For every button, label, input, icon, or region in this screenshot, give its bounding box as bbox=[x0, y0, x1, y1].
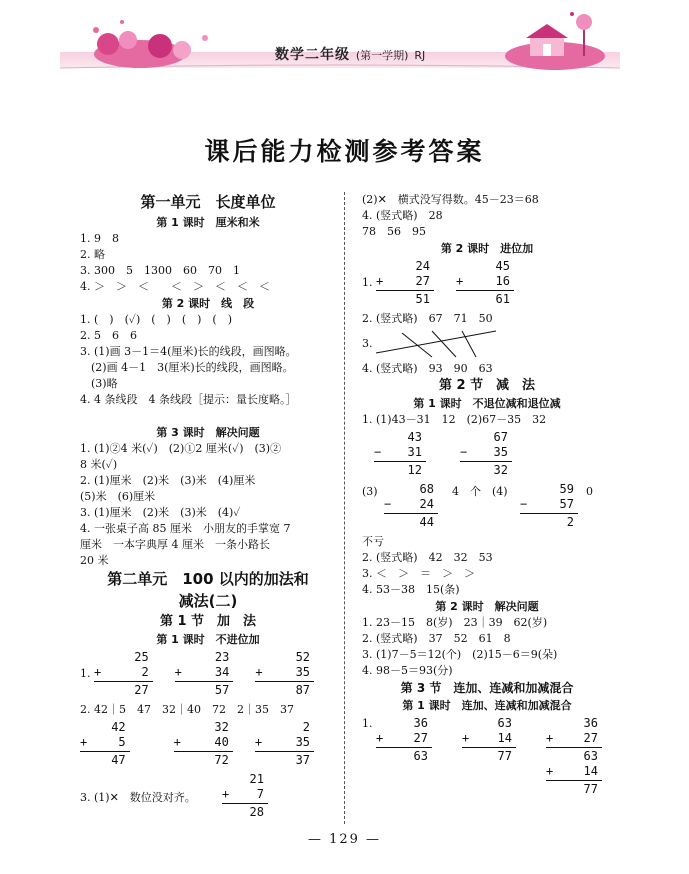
unit-2-heading-cont: 减法(二) bbox=[178, 592, 238, 610]
answer-line: 4. 53－38 15(条) bbox=[362, 583, 460, 596]
vertical-calc bbox=[94, 650, 153, 698]
calc-bar bbox=[374, 461, 426, 462]
answer-line: 20 米 bbox=[80, 554, 109, 567]
calc-row-1 bbox=[80, 650, 336, 698]
answer-line: 1. (1)43－31 12 (2)67－35 32 bbox=[362, 413, 547, 426]
line-segments-figure bbox=[372, 327, 502, 361]
answer-line: 厘米 一本字典厚 4 厘米 一条小路长 bbox=[80, 538, 270, 551]
calc-operator: + bbox=[376, 731, 384, 745]
calc-operand-row bbox=[456, 274, 514, 289]
lesson-heading: 第 3 课时 解决问题 bbox=[156, 426, 260, 439]
calc-bar bbox=[384, 513, 438, 514]
calc-operand: 35 bbox=[493, 445, 508, 459]
calc-bar bbox=[460, 461, 512, 462]
vertical-calc bbox=[456, 259, 514, 307]
calc-operator: + bbox=[376, 274, 384, 288]
calc-bar bbox=[376, 747, 432, 748]
calc-operand: 14 bbox=[497, 731, 512, 745]
answer-line: 8 米(✓) bbox=[80, 458, 118, 471]
answer-line: 1. ( ) (✓) ( ) ( ) ( ) bbox=[80, 313, 233, 326]
answer-line: (2)画 4－1 3(厘米)长的线段，画图略。 bbox=[80, 361, 294, 374]
calc-operand-row bbox=[175, 665, 234, 680]
calc-operand: 45 bbox=[495, 259, 510, 273]
left-column bbox=[80, 192, 336, 824]
calc-operand: 7 bbox=[256, 787, 264, 801]
calc-operand: 2 bbox=[302, 720, 311, 734]
section-heading: 第 3 节 连加、连减和加减混合 bbox=[400, 681, 574, 695]
spacer bbox=[80, 408, 336, 424]
answer-line: 4. 一张桌子高 85 厘米 小朋友的手掌宽 7 bbox=[80, 522, 291, 535]
calc-operator: + bbox=[546, 764, 554, 778]
answer-line: 3. (1)✕ 数位没对齐。 bbox=[80, 791, 196, 804]
calc-result: 77 bbox=[583, 782, 598, 796]
book-edition: RJ bbox=[414, 49, 426, 62]
calc-operand: 36 bbox=[583, 716, 598, 730]
vertical-calc bbox=[80, 720, 130, 768]
calc-result: 12 bbox=[407, 463, 422, 477]
answer-line: 2. 略 bbox=[80, 248, 105, 261]
answer-line: 4. 4 条线段 4 条线段［提示：量长度略。］ bbox=[80, 393, 297, 406]
answer-line: 3. 300 5 1300 60 70 1 bbox=[80, 264, 240, 277]
lesson-heading: 第 1 课时 不进位加 bbox=[156, 633, 260, 646]
lesson-heading: 第 2 课时 解决问题 bbox=[435, 600, 539, 613]
vertical-calc bbox=[460, 430, 512, 478]
answer-line: 1. 23－15 8(岁) 23｜39 62(岁) bbox=[362, 616, 548, 629]
answer-line: (2)✕ 横式没写得数。45－23＝68 bbox=[362, 193, 539, 206]
calc-row-3 bbox=[80, 772, 336, 820]
answer-line: 78 56 95 bbox=[362, 225, 426, 238]
calc-operator: + bbox=[173, 735, 181, 749]
calc-bar bbox=[222, 803, 268, 804]
lesson-heading: 第 2 课时 线 段 bbox=[161, 297, 255, 310]
calc-operand-row bbox=[460, 445, 512, 460]
answer-line: 2. (竖式略) 42 32 53 bbox=[362, 551, 493, 564]
calc-operand-row bbox=[80, 735, 130, 750]
calc-operand-row bbox=[255, 735, 314, 750]
calc-bar bbox=[94, 681, 153, 682]
calc-operator: + bbox=[546, 731, 554, 745]
calc-operand: 63 bbox=[497, 716, 512, 730]
calc-operator: − bbox=[520, 497, 528, 511]
vertical-calc bbox=[174, 720, 233, 768]
answer-line: 3. ＜ ＞ ＝ ＞ ＞ bbox=[362, 567, 475, 580]
calc-operand: 68 bbox=[419, 482, 434, 496]
calc-operand-row bbox=[384, 497, 438, 512]
calc-result: 28 bbox=[249, 805, 264, 819]
calc-operand: 27 bbox=[415, 274, 430, 288]
calc-result: 61 bbox=[495, 292, 510, 306]
calc-operator: + bbox=[456, 274, 464, 288]
calc-result: 37 bbox=[295, 753, 311, 767]
calc-operator: + bbox=[94, 665, 102, 679]
calc-result: 87 bbox=[295, 683, 311, 697]
answer-line: 4. ＞ ＞ ＜ ＜ ＞ ＜ ＜ ＜ bbox=[80, 280, 270, 293]
calc-operand-row bbox=[222, 787, 268, 802]
calc-operand: 27 bbox=[583, 731, 598, 745]
question-label: 1. bbox=[362, 276, 373, 289]
calc-operand: 2 bbox=[141, 665, 149, 679]
vertical-calc-chain bbox=[546, 716, 602, 797]
calc-operand: 52 bbox=[295, 650, 311, 664]
calc-operand-row bbox=[174, 735, 233, 750]
calc-bar bbox=[255, 681, 314, 682]
calc-bar bbox=[80, 751, 130, 752]
answer-text: 0 bbox=[586, 485, 593, 498]
section-heading: 第 2 节 减 法 bbox=[438, 378, 536, 393]
page-title: 课后能力检测参考答案 bbox=[204, 137, 485, 166]
answer-line: (5)米 (6)厘米 bbox=[80, 490, 156, 503]
answer-line: 2. 42｜5 47 32｜40 72 2｜35 37 bbox=[80, 703, 294, 716]
calc-operand-row bbox=[376, 274, 434, 289]
answer-line: 2. (竖式略) 37 52 61 8 bbox=[362, 632, 511, 645]
calc-result: 2 bbox=[566, 515, 574, 529]
vertical-calc bbox=[175, 650, 234, 698]
vertical-calc bbox=[374, 430, 426, 478]
calc-operator: + bbox=[254, 735, 263, 749]
calc-operand: 57 bbox=[559, 497, 574, 511]
answer-line: 4. (竖式略) 28 bbox=[362, 209, 443, 222]
vertical-calc bbox=[222, 772, 268, 820]
calc-result: 77 bbox=[497, 749, 512, 763]
answer-line: 2. (1)厘米 (2)米 (3)米 (4)厘米 bbox=[80, 474, 256, 487]
calc-operand: 35 bbox=[295, 665, 311, 679]
calc-bar bbox=[456, 290, 514, 291]
calc-operand: 5 bbox=[118, 735, 126, 749]
calc-result: 51 bbox=[415, 292, 430, 306]
calc-operand: 32 bbox=[214, 720, 229, 734]
answer-line: 不亏 bbox=[362, 535, 384, 548]
calc-bar bbox=[174, 751, 233, 752]
column-divider bbox=[344, 192, 345, 824]
lesson-heading: 第 1 课时 厘米和米 bbox=[156, 216, 260, 229]
answer-line: 3. (1)厘米 (2)米 (3)米 (4)✓ bbox=[80, 506, 241, 519]
unit-2-heading: 第二单元 100 以内的加法和 bbox=[107, 570, 309, 588]
calc-operator: − bbox=[374, 445, 382, 459]
vertical-calc bbox=[376, 716, 432, 764]
vertical-calc bbox=[520, 482, 578, 530]
vertical-calc bbox=[462, 716, 516, 764]
calc-result: 63 bbox=[583, 749, 598, 763]
line-figure-row bbox=[362, 327, 612, 361]
header-decoration bbox=[0, 0, 689, 86]
book-term: (第一学期) bbox=[355, 49, 409, 62]
answer-text: 4 个 (4) bbox=[452, 485, 508, 498]
section-heading: 第 1 节 加 法 bbox=[159, 614, 257, 629]
calc-operand: 24 bbox=[415, 259, 430, 273]
calc-operator: + bbox=[174, 665, 182, 679]
answer-line: 2. 5 6 6 bbox=[80, 329, 137, 342]
page-number: — 129 — bbox=[307, 832, 382, 847]
calc-operand: 27 bbox=[413, 731, 428, 745]
calc-operand: 67 bbox=[493, 430, 508, 444]
answer-line: (3)略 bbox=[80, 377, 118, 390]
vertical-calc bbox=[255, 650, 314, 698]
lesson-heading: 第 1 课时 连加、连减和加减混合 bbox=[402, 699, 572, 712]
calc-operator: + bbox=[80, 735, 88, 749]
question-label: (3) bbox=[362, 485, 378, 498]
right-house-icon bbox=[505, 12, 605, 70]
calc-row-last bbox=[362, 716, 612, 797]
unit-1-heading: 第一单元 长度单位 bbox=[140, 193, 276, 211]
calc-result: 32 bbox=[493, 463, 508, 477]
calc-bar bbox=[376, 290, 434, 291]
calc-operator: − bbox=[384, 497, 392, 511]
vertical-calc bbox=[376, 259, 434, 307]
calc-operand: 40 bbox=[214, 735, 229, 749]
answer-line: 3. (1)7－5＝12(个) (2)15－6＝9(朵) bbox=[362, 648, 558, 661]
calc-operand-row bbox=[94, 665, 153, 680]
calc-bar bbox=[546, 747, 602, 748]
answer-line: 3. (1)画 3－1＝4(厘米)长的线段，画图略。 bbox=[80, 345, 297, 358]
calc-operator: + bbox=[462, 731, 470, 745]
calc-bar bbox=[255, 751, 314, 752]
lesson-heading: 第 1 课时 不退位减和退位减 bbox=[413, 397, 561, 410]
calc-operand-row bbox=[546, 764, 602, 779]
calc-operand: 14 bbox=[583, 764, 598, 778]
calc-bar bbox=[462, 747, 516, 748]
calc-row-r1 bbox=[362, 259, 612, 307]
calc-result: 72 bbox=[214, 753, 229, 767]
answer-line: 4. 98－5＝93(分) bbox=[362, 664, 453, 677]
calc-operand: 34 bbox=[214, 665, 230, 679]
calc-operand-row bbox=[255, 665, 314, 680]
calc-operand: 24 bbox=[419, 497, 434, 511]
calc-bar bbox=[520, 513, 578, 514]
calc-operand-row bbox=[520, 497, 578, 512]
calc-operand: 36 bbox=[413, 716, 428, 730]
answer-line: 1. (1)②4 米(✓) (2)①2 厘米(✓) (3)② bbox=[80, 442, 282, 455]
calc-row-sub1 bbox=[374, 430, 612, 478]
calc-operand-row bbox=[546, 731, 602, 746]
calc-result: 44 bbox=[419, 515, 434, 529]
calc-operator: + bbox=[222, 787, 230, 801]
calc-operator: + bbox=[255, 665, 263, 679]
right-column bbox=[362, 192, 612, 801]
calc-operand: 43 bbox=[407, 430, 422, 444]
calc-operand-row bbox=[462, 731, 516, 746]
calc-operand: 16 bbox=[495, 274, 510, 288]
calc-operator: − bbox=[460, 445, 468, 459]
answer-line: 1. 9 8 bbox=[80, 232, 119, 245]
calc-result: 47 bbox=[111, 753, 126, 767]
calc-result: 63 bbox=[413, 749, 428, 763]
header-title bbox=[275, 44, 425, 64]
answer-line: 4. (竖式略) 93 90 63 bbox=[362, 362, 493, 375]
calc-operand: 23 bbox=[214, 650, 230, 664]
calc-operand-row bbox=[374, 445, 426, 460]
question-label: 1. bbox=[362, 717, 373, 730]
answer-line: 2. (竖式略) 67 71 50 bbox=[362, 312, 493, 325]
lesson-heading: 第 2 课时 进位加 bbox=[440, 242, 534, 255]
calc-operand: 25 bbox=[134, 650, 149, 664]
vertical-calc bbox=[255, 720, 314, 768]
calc-row-2 bbox=[80, 720, 336, 768]
calc-operand: 21 bbox=[249, 772, 264, 786]
calc-bar bbox=[546, 780, 602, 781]
calc-operand-row bbox=[376, 731, 432, 746]
question-label: 3. bbox=[362, 337, 373, 350]
header-banner bbox=[0, 0, 689, 86]
book-title: 数学二年级 bbox=[275, 47, 350, 63]
calc-operand: 35 bbox=[295, 735, 311, 749]
calc-operand: 42 bbox=[111, 720, 126, 734]
calc-operand: 59 bbox=[559, 482, 574, 496]
calc-result: 27 bbox=[134, 683, 149, 697]
calc-row-sub2 bbox=[362, 482, 612, 530]
calc-operand: 31 bbox=[407, 445, 422, 459]
calc-bar bbox=[175, 681, 234, 682]
vertical-calc bbox=[384, 482, 438, 530]
question-label: 1. bbox=[80, 667, 91, 680]
calc-result: 57 bbox=[214, 683, 230, 697]
